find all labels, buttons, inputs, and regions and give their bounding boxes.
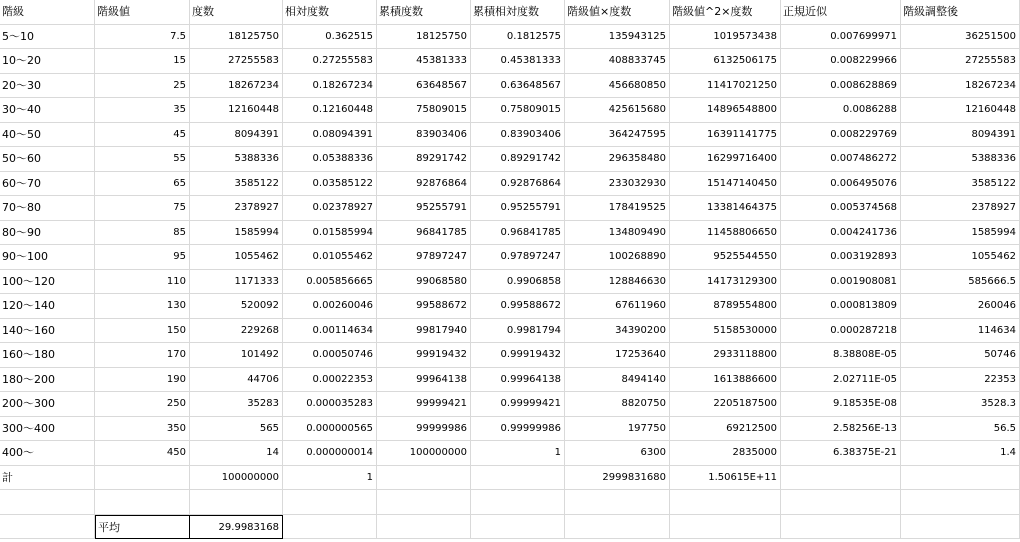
table-cell[interactable]: 17253640: [565, 343, 670, 368]
empty-cell[interactable]: [283, 515, 377, 540]
table-cell[interactable]: 3528.3: [901, 392, 1020, 417]
table-cell[interactable]: 44706: [190, 368, 283, 393]
table-cell[interactable]: 96841785: [377, 221, 471, 246]
table-cell[interactable]: 160〜180: [0, 343, 95, 368]
table-cell[interactable]: 1055462: [901, 245, 1020, 270]
table-cell[interactable]: 8094391: [190, 123, 283, 148]
table-cell[interactable]: 2835000: [670, 441, 781, 466]
table-cell[interactable]: 0.96841785: [471, 221, 565, 246]
table-cell[interactable]: 25: [95, 74, 190, 99]
table-cell[interactable]: 200〜300: [0, 392, 95, 417]
table-cell[interactable]: 75: [95, 196, 190, 221]
table-cell[interactable]: 0.00022353: [283, 368, 377, 393]
table-cell[interactable]: 6.38375E-21: [781, 441, 901, 466]
table-cell[interactable]: 585666.5: [901, 270, 1020, 295]
stat-label-cell[interactable]: 平均: [95, 515, 190, 540]
table-cell[interactable]: 150: [95, 319, 190, 344]
table-cell[interactable]: 99964138: [377, 368, 471, 393]
table-cell[interactable]: 80〜90: [0, 221, 95, 246]
table-cell[interactable]: 120〜140: [0, 294, 95, 319]
total-row-cell[interactable]: [95, 466, 190, 491]
table-cell[interactable]: 1585994: [901, 221, 1020, 246]
table-cell[interactable]: 0.005856665: [283, 270, 377, 295]
table-cell[interactable]: 0.006495076: [781, 172, 901, 197]
empty-cell[interactable]: [565, 515, 670, 540]
table-cell[interactable]: 170: [95, 343, 190, 368]
table-cell[interactable]: 2.58256E-13: [781, 417, 901, 442]
table-cell[interactable]: 35283: [190, 392, 283, 417]
table-cell[interactable]: 1585994: [190, 221, 283, 246]
table-cell[interactable]: 99588672: [377, 294, 471, 319]
table-cell[interactable]: 0.89291742: [471, 147, 565, 172]
table-cell[interactable]: 83903406: [377, 123, 471, 148]
column-header-cell[interactable]: 階級値×度数: [565, 0, 670, 25]
empty-cell[interactable]: [95, 490, 190, 515]
table-cell[interactable]: 408833745: [565, 49, 670, 74]
table-cell[interactable]: 63648567: [377, 74, 471, 99]
table-cell[interactable]: 0.008229966: [781, 49, 901, 74]
column-header-cell[interactable]: 階級値^2×度数: [670, 0, 781, 25]
table-cell[interactable]: 6132506175: [670, 49, 781, 74]
table-cell[interactable]: 3585122: [190, 172, 283, 197]
table-cell[interactable]: 0.92876864: [471, 172, 565, 197]
table-cell[interactable]: 2933118800: [670, 343, 781, 368]
table-cell[interactable]: 0.95255791: [471, 196, 565, 221]
table-cell[interactable]: 520092: [190, 294, 283, 319]
table-cell[interactable]: 300〜400: [0, 417, 95, 442]
table-cell[interactable]: 110: [95, 270, 190, 295]
empty-cell[interactable]: [377, 515, 471, 540]
table-cell[interactable]: 99919432: [377, 343, 471, 368]
table-cell[interactable]: 8494140: [565, 368, 670, 393]
column-header-cell[interactable]: 度数: [190, 0, 283, 25]
table-cell[interactable]: 400〜: [0, 441, 95, 466]
table-cell[interactable]: 0.362515: [283, 25, 377, 50]
table-cell[interactable]: 0.003192893: [781, 245, 901, 270]
table-cell[interactable]: 95255791: [377, 196, 471, 221]
table-cell[interactable]: 0.05388336: [283, 147, 377, 172]
total-row-cell[interactable]: 100000000: [190, 466, 283, 491]
column-header-cell[interactable]: 階級値: [95, 0, 190, 25]
table-cell[interactable]: 8094391: [901, 123, 1020, 148]
column-header-cell[interactable]: 累積相対度数: [471, 0, 565, 25]
empty-cell[interactable]: [781, 515, 901, 540]
table-cell[interactable]: 95: [95, 245, 190, 270]
table-cell[interactable]: 97897247: [377, 245, 471, 270]
table-cell[interactable]: 12160448: [190, 98, 283, 123]
table-cell[interactable]: 350: [95, 417, 190, 442]
table-cell[interactable]: 0.45381333: [471, 49, 565, 74]
table-cell[interactable]: 50〜60: [0, 147, 95, 172]
column-header-cell[interactable]: 正規近似: [781, 0, 901, 25]
table-cell[interactable]: 190: [95, 368, 190, 393]
table-cell[interactable]: 100000000: [377, 441, 471, 466]
table-cell[interactable]: 135943125: [565, 25, 670, 50]
table-cell[interactable]: 0.75809015: [471, 98, 565, 123]
table-cell[interactable]: 89291742: [377, 147, 471, 172]
table-cell[interactable]: 30〜40: [0, 98, 95, 123]
table-cell[interactable]: 456680850: [565, 74, 670, 99]
table-cell[interactable]: 85: [95, 221, 190, 246]
table-cell[interactable]: 18125750: [377, 25, 471, 50]
total-row-cell[interactable]: 2999831680: [565, 466, 670, 491]
table-cell[interactable]: 364247595: [565, 123, 670, 148]
table-cell[interactable]: 15: [95, 49, 190, 74]
table-cell[interactable]: 0.000000014: [283, 441, 377, 466]
empty-cell[interactable]: [670, 515, 781, 540]
table-cell[interactable]: 0.0086288: [781, 98, 901, 123]
table-cell[interactable]: 11458806650: [670, 221, 781, 246]
table-cell[interactable]: 0.000000565: [283, 417, 377, 442]
empty-cell[interactable]: [471, 515, 565, 540]
table-cell[interactable]: 8820750: [565, 392, 670, 417]
table-cell[interactable]: 1171333: [190, 270, 283, 295]
table-cell[interactable]: 0.99588672: [471, 294, 565, 319]
table-cell[interactable]: 27255583: [901, 49, 1020, 74]
table-cell[interactable]: 11417021250: [670, 74, 781, 99]
table-cell[interactable]: 296358480: [565, 147, 670, 172]
table-cell[interactable]: 140〜160: [0, 319, 95, 344]
table-cell[interactable]: 20〜30: [0, 74, 95, 99]
table-cell[interactable]: 69212500: [670, 417, 781, 442]
table-cell[interactable]: 99817940: [377, 319, 471, 344]
table-cell[interactable]: 1613886600: [670, 368, 781, 393]
table-cell[interactable]: 2378927: [190, 196, 283, 221]
table-cell[interactable]: 35: [95, 98, 190, 123]
table-cell[interactable]: 2205187500: [670, 392, 781, 417]
empty-cell[interactable]: [670, 490, 781, 515]
table-cell[interactable]: 0.01585994: [283, 221, 377, 246]
empty-cell[interactable]: [565, 490, 670, 515]
table-cell[interactable]: 14896548800: [670, 98, 781, 123]
table-cell[interactable]: 18267234: [901, 74, 1020, 99]
table-cell[interactable]: 0.1812575: [471, 25, 565, 50]
table-cell[interactable]: 65: [95, 172, 190, 197]
table-cell[interactable]: 8789554800: [670, 294, 781, 319]
table-cell[interactable]: 0.00050746: [283, 343, 377, 368]
table-cell[interactable]: 0.99999986: [471, 417, 565, 442]
table-cell[interactable]: 67611960: [565, 294, 670, 319]
table-cell[interactable]: 2.02711E-05: [781, 368, 901, 393]
table-cell[interactable]: 18267234: [190, 74, 283, 99]
table-cell[interactable]: 130: [95, 294, 190, 319]
table-cell[interactable]: 134809490: [565, 221, 670, 246]
table-cell[interactable]: 1019573438: [670, 25, 781, 50]
table-cell[interactable]: 16391141775: [670, 123, 781, 148]
table-cell[interactable]: 260046: [901, 294, 1020, 319]
table-cell[interactable]: 5158530000: [670, 319, 781, 344]
table-cell[interactable]: 34390200: [565, 319, 670, 344]
table-cell[interactable]: 0.9981794: [471, 319, 565, 344]
table-cell[interactable]: 0.004241736: [781, 221, 901, 246]
table-cell[interactable]: 128846630: [565, 270, 670, 295]
empty-cell[interactable]: [190, 490, 283, 515]
total-row-cell[interactable]: [471, 466, 565, 491]
table-cell[interactable]: 0.99919432: [471, 343, 565, 368]
table-cell[interactable]: 0.27255583: [283, 49, 377, 74]
table-cell[interactable]: 70〜80: [0, 196, 95, 221]
empty-cell[interactable]: [377, 490, 471, 515]
column-header-cell[interactable]: 相対度数: [283, 0, 377, 25]
table-cell[interactable]: 13381464375: [670, 196, 781, 221]
table-cell[interactable]: 0.99964138: [471, 368, 565, 393]
table-cell[interactable]: 45381333: [377, 49, 471, 74]
table-cell[interactable]: 99999421: [377, 392, 471, 417]
table-cell[interactable]: 27255583: [190, 49, 283, 74]
total-row-cell[interactable]: [901, 466, 1020, 491]
table-cell[interactable]: 0.12160448: [283, 98, 377, 123]
table-cell[interactable]: 0.03585122: [283, 172, 377, 197]
table-cell[interactable]: 0.000035283: [283, 392, 377, 417]
table-cell[interactable]: 100268890: [565, 245, 670, 270]
table-cell[interactable]: 9525544550: [670, 245, 781, 270]
table-cell[interactable]: 7.5: [95, 25, 190, 50]
column-header-cell[interactable]: 累積度数: [377, 0, 471, 25]
table-cell[interactable]: 2378927: [901, 196, 1020, 221]
table-cell[interactable]: 0.001908081: [781, 270, 901, 295]
table-cell[interactable]: 8.38808E-05: [781, 343, 901, 368]
table-cell[interactable]: 36251500: [901, 25, 1020, 50]
total-row-cell[interactable]: 計: [0, 466, 95, 491]
table-cell[interactable]: 0.007699971: [781, 25, 901, 50]
table-cell[interactable]: 0.99999421: [471, 392, 565, 417]
table-cell[interactable]: 197750: [565, 417, 670, 442]
table-cell[interactable]: 180〜200: [0, 368, 95, 393]
empty-cell[interactable]: [901, 515, 1020, 540]
table-cell[interactable]: 233032930: [565, 172, 670, 197]
table-cell[interactable]: 0.83903406: [471, 123, 565, 148]
table-cell[interactable]: 99068580: [377, 270, 471, 295]
column-header-cell[interactable]: 階級: [0, 0, 95, 25]
total-row-cell[interactable]: [377, 466, 471, 491]
empty-cell[interactable]: [0, 490, 95, 515]
empty-cell[interactable]: [0, 515, 95, 540]
table-cell[interactable]: 0.008628869: [781, 74, 901, 99]
table-cell[interactable]: 90〜100: [0, 245, 95, 270]
table-cell[interactable]: 250: [95, 392, 190, 417]
table-cell[interactable]: 15147140450: [670, 172, 781, 197]
table-cell[interactable]: 5〜10: [0, 25, 95, 50]
table-cell[interactable]: 1: [471, 441, 565, 466]
table-cell[interactable]: 114634: [901, 319, 1020, 344]
table-cell[interactable]: 5388336: [901, 147, 1020, 172]
table-cell[interactable]: 0.63648567: [471, 74, 565, 99]
table-cell[interactable]: 1055462: [190, 245, 283, 270]
table-cell[interactable]: 0.18267234: [283, 74, 377, 99]
total-row-cell[interactable]: 1: [283, 466, 377, 491]
table-cell[interactable]: 56.5: [901, 417, 1020, 442]
table-cell[interactable]: 0.008229769: [781, 123, 901, 148]
table-cell[interactable]: 55: [95, 147, 190, 172]
table-cell[interactable]: 22353: [901, 368, 1020, 393]
table-cell[interactable]: 0.08094391: [283, 123, 377, 148]
table-cell[interactable]: 75809015: [377, 98, 471, 123]
total-row-cell[interactable]: 1.50615E+11: [670, 466, 781, 491]
total-row-cell[interactable]: [781, 466, 901, 491]
empty-cell[interactable]: [901, 490, 1020, 515]
table-cell[interactable]: 0.02378927: [283, 196, 377, 221]
table-cell[interactable]: 100〜120: [0, 270, 95, 295]
table-cell[interactable]: 0.97897247: [471, 245, 565, 270]
column-header-cell[interactable]: 階級調整後: [901, 0, 1020, 25]
table-cell[interactable]: 60〜70: [0, 172, 95, 197]
table-cell[interactable]: 45: [95, 123, 190, 148]
empty-cell[interactable]: [781, 490, 901, 515]
table-cell[interactable]: 92876864: [377, 172, 471, 197]
table-cell[interactable]: 565: [190, 417, 283, 442]
table-cell[interactable]: 9.18535E-08: [781, 392, 901, 417]
table-cell[interactable]: 3585122: [901, 172, 1020, 197]
table-cell[interactable]: 5388336: [190, 147, 283, 172]
table-cell[interactable]: 0.00260046: [283, 294, 377, 319]
table-cell[interactable]: 0.01055462: [283, 245, 377, 270]
table-cell[interactable]: 229268: [190, 319, 283, 344]
table-cell[interactable]: 178419525: [565, 196, 670, 221]
table-cell[interactable]: 450: [95, 441, 190, 466]
table-cell[interactable]: 425615680: [565, 98, 670, 123]
table-cell[interactable]: 0.005374568: [781, 196, 901, 221]
table-cell[interactable]: 0.000813809: [781, 294, 901, 319]
table-cell[interactable]: 50746: [901, 343, 1020, 368]
table-cell[interactable]: 99999986: [377, 417, 471, 442]
table-cell[interactable]: 101492: [190, 343, 283, 368]
table-cell[interactable]: 0.00114634: [283, 319, 377, 344]
stat-value-cell[interactable]: 29.9983168: [190, 515, 283, 540]
table-cell[interactable]: 0.000287218: [781, 319, 901, 344]
table-cell[interactable]: 12160448: [901, 98, 1020, 123]
table-cell[interactable]: 1.4: [901, 441, 1020, 466]
table-cell[interactable]: 16299716400: [670, 147, 781, 172]
table-cell[interactable]: 10〜20: [0, 49, 95, 74]
empty-cell[interactable]: [471, 490, 565, 515]
table-cell[interactable]: 6300: [565, 441, 670, 466]
table-cell[interactable]: 40〜50: [0, 123, 95, 148]
empty-cell[interactable]: [283, 490, 377, 515]
table-cell[interactable]: 0.9906858: [471, 270, 565, 295]
table-cell[interactable]: 18125750: [190, 25, 283, 50]
table-cell[interactable]: 14: [190, 441, 283, 466]
table-cell[interactable]: 0.007486272: [781, 147, 901, 172]
table-cell[interactable]: 14173129300: [670, 270, 781, 295]
